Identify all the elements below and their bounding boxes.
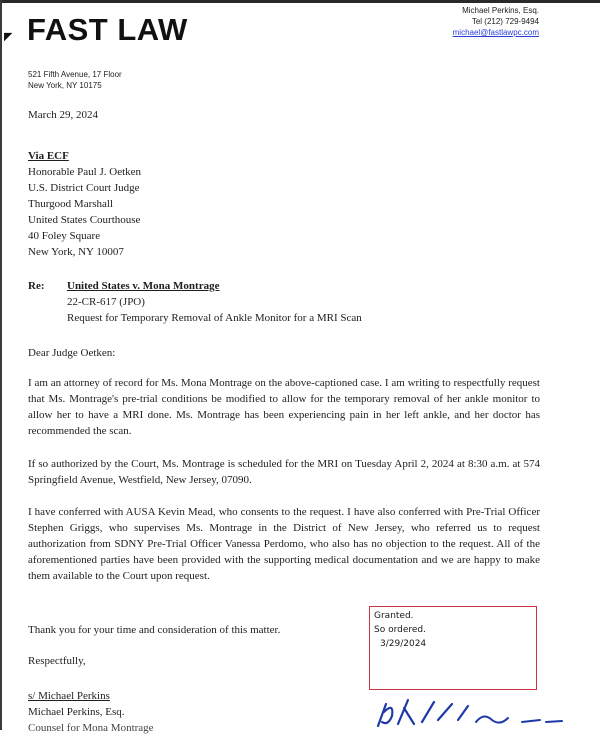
address-line-1: 521 Fifth Avenue, 17 Floor: [28, 70, 122, 79]
judge-signature-icon: [372, 692, 572, 730]
case-caption: United States v. Mona Montrage: [67, 280, 220, 292]
closing: Respectfully,: [28, 655, 86, 667]
recipient-block: [28, 148, 141, 260]
order-date: 3/29/2024: [380, 639, 427, 649]
docket-number: 22-CR-617 (JPO): [67, 296, 145, 308]
salutation: Dear Judge Oetken:: [28, 347, 116, 359]
re-block: [67, 278, 362, 326]
recipient-line: U.S. District Court Judge: [28, 182, 140, 194]
attorney-name: Michael Perkins, Esq.: [462, 6, 539, 15]
order-so-ordered: So ordered.: [374, 625, 426, 635]
signer-title-partial: Counsel for Mona Montrage: [28, 722, 154, 734]
signer-name: Michael Perkins, Esq.: [28, 706, 125, 718]
firm-address: [28, 69, 122, 91]
email-link[interactable]: michael@fastlawpc.com: [452, 28, 539, 37]
body-paragraph-1: I am an attorney of record for Ms. Mona Montrage on the above-captioned case. I am writing to respectfully request that Ms. Montrage's pre-trial conditions be modified to allow for the temporary removal of her ankle monitor to allow her to have a MRI done. Ms. Montrage has been experiencing pain in her left ankle, and her doctor has recommended the scan.: [28, 377, 540, 437]
order-stamp: [369, 606, 537, 690]
address-line-2: New York, NY 10175: [28, 81, 102, 90]
recipient-line: Honorable Paul J. Oetken: [28, 166, 142, 178]
recipient-line: United States Courthouse: [28, 214, 141, 226]
letterhead-contact: [453, 5, 539, 38]
telephone: Tel (212) 729-9494: [471, 17, 539, 26]
firm-logo: FAST LAW: [27, 12, 188, 47]
letter-date: March 29, 2024: [28, 109, 98, 121]
re-label: Re:: [28, 280, 45, 292]
order-granted: Granted.: [374, 611, 414, 621]
corner-mark-icon: ◤: [4, 30, 13, 43]
electronic-signature: s/ Michael Perkins: [28, 690, 110, 702]
recipient-line: Thurgood Marshall: [28, 198, 114, 210]
body-paragraph-3: I have conferred with AUSA Kevin Mead, who consents to the request. I have also conferred with Pre-Trial Officer Stephen Griggs, who supervises Ms. Montrage in the District of New Jersey, who referred us to request authorization from SDNY Pre-Trial Officer Vanessa Perdomo, who also has no objection to the request. All of the aforementioned parties have been provided with the supporting medical documentation and we are happy to make them available to the Court upon request.: [28, 506, 540, 582]
scan-left-edge: [0, 0, 2, 730]
signature-block: [28, 688, 154, 736]
body-paragraph-2: If so authorized by the Court, Ms. Montrage is scheduled for the MRI on Tuesday April 2, 2024 at 8:30 a.m. at 574 Springfield Avenue, Westfield, New Jersey, 07090.: [28, 458, 540, 486]
recipient-line: New York, NY 10007: [28, 246, 124, 258]
scan-top-edge: [0, 0, 600, 3]
re-subject: Request for Temporary Removal of Ankle Monitor for a MRI Scan: [67, 312, 362, 324]
delivery-method: Via ECF: [28, 150, 69, 162]
recipient-line: 40 Foley Square: [28, 230, 101, 242]
thanks-line: Thank you for your time and consideration of this matter.: [28, 624, 281, 636]
